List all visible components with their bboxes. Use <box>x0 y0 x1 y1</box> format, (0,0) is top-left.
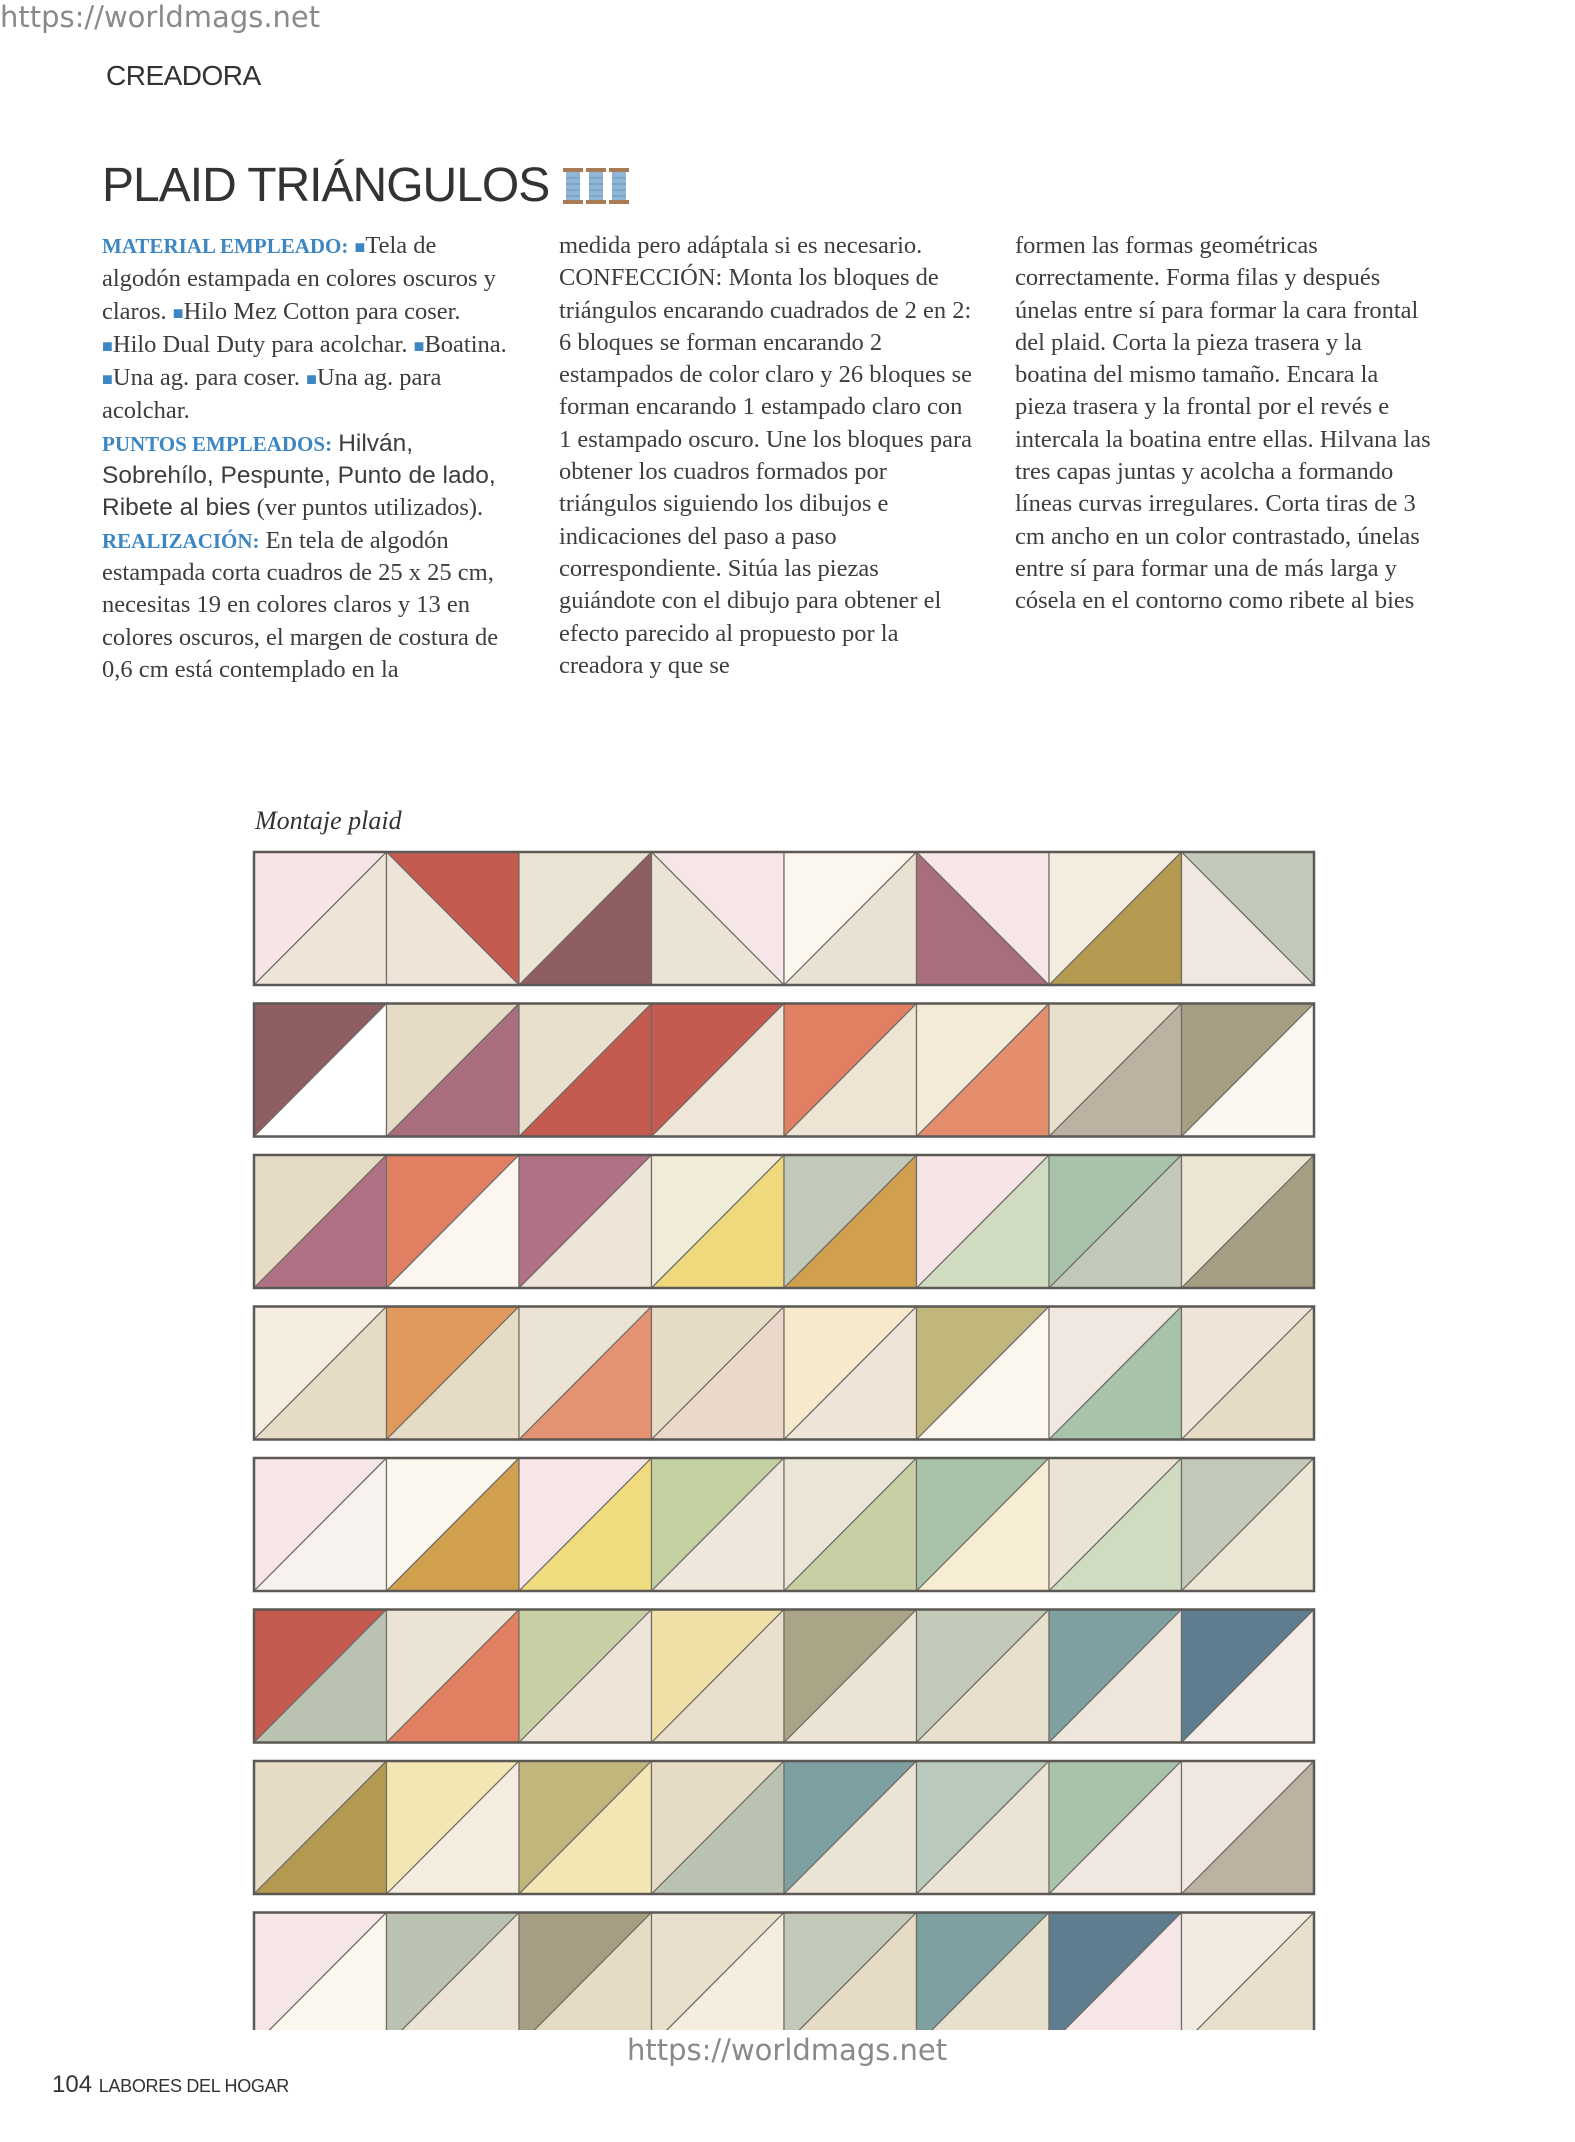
quilt-row <box>254 1004 1314 1137</box>
text-column-1 <box>102 230 520 686</box>
material-label: MATERIAL EMPLEADO: <box>102 234 349 258</box>
quilt-row <box>254 1610 1314 1743</box>
quilt-row <box>254 1458 1314 1591</box>
quilt-row <box>254 1913 1314 2031</box>
spool-icon <box>609 168 629 204</box>
difficulty-rating <box>563 168 629 204</box>
watermark-top: https://worldmags.net <box>0 0 321 34</box>
page-footer <box>52 2071 289 2099</box>
title-row <box>102 158 629 213</box>
column-3-text: formen las formas geométricas correctamente. Forma filas y después únelas entre sí para formar la cara frontal del plaid. Corta la pieza trasera y la boatina del mismo tamaño. Encara la pieza trasera y la frontal por el revés e intercala la boatina entre ellas. Hilvana las tres capas juntas y acolcha a formando líneas curvas irregulares. Corta tiras de 3 cm ancho en un color contrastado, únelas entre sí para formar una de más larga y cósela en el contorno como ribete al bies <box>1015 232 1431 615</box>
realizacion-text: En tela de algodón estampada corta cuadros de 25 x 25 cm, necesitas 19 en colores claros y 13 en colores oscuros, el margen de costura de 0,6 cm está contemplado en la <box>102 526 499 683</box>
material-item: Boatina. <box>424 330 507 358</box>
confeccion-label: CONFECCIÓN: <box>559 264 723 292</box>
page-title: PLAID TRIÁNGULOS <box>102 159 550 212</box>
section-label: CREADORA <box>106 60 261 91</box>
quilt-row <box>254 1307 1314 1440</box>
confeccion-text: Monta los bloques de triángulos encarando cuadrados de 2 en 2: 6 bloques se forman encarando 2 estampados de color claro y 26 bloques se forman encarando 1 estampado claro con 1 estampado oscuro. Une los bloques para obtener los cuadros formados por triángulos siguiendo los dibujos e indicaciones del paso a paso correspondiente. Sitúa las piezas guiándote con el dibujo para obtener el efecto parecido al propuesto por la creadora y que se <box>559 264 972 679</box>
figure-caption: Montaje plaid <box>255 806 402 835</box>
material-item: Hilo Dual Duty para acolchar. <box>112 330 408 358</box>
text-column-3 <box>1015 230 1433 618</box>
material-item: Tela de algodón estampada en colores oscuros y claros. <box>102 232 496 325</box>
puntos-label: PUNTOS EMPLEADOS: <box>102 431 333 456</box>
puntos-list: Hilván, Sobrehílo, Pespunte, Punto de lado, Ribete al bies <box>102 429 496 522</box>
spool-icon <box>563 168 583 204</box>
realizacion-paragraph <box>102 525 520 686</box>
column-2-intro: medida pero adáptala si es necesario. <box>559 232 923 259</box>
watermark-bottom: https://worldmags.net <box>627 2033 948 2067</box>
confeccion-paragraph <box>559 262 977 682</box>
puntos-paragraph <box>102 428 520 525</box>
quilt-row <box>254 852 1314 985</box>
quilt-diagram <box>252 850 1322 2030</box>
puntos-note: (ver puntos utilizados). <box>250 494 484 522</box>
text-column-2 <box>559 230 977 682</box>
material-item: Hilo Mez Cotton para coser. <box>183 297 461 325</box>
material-paragraph: MATERIAL EMPLEADO: ■Tela de algodón estampada en colores oscuros y claros. ■Hilo Mez Cotton para coser. ■Hilo Dual Duty para acolchar. ■Boatina. ■Una ag. para coser. ■Una ag. para acolchar. <box>102 232 507 425</box>
material-item: Una ag. para coser. <box>112 364 300 392</box>
quilt-row <box>254 1155 1314 1288</box>
realizacion-label: REALIZACIÓN: <box>102 528 260 553</box>
spool-icon <box>586 168 606 204</box>
quilt-row <box>254 1761 1314 1894</box>
publication-name: LABORES DEL HOGAR <box>98 2076 290 2096</box>
material-item: Una ag. para acolchar. <box>102 364 442 425</box>
page-number: 104 <box>52 2071 93 2098</box>
